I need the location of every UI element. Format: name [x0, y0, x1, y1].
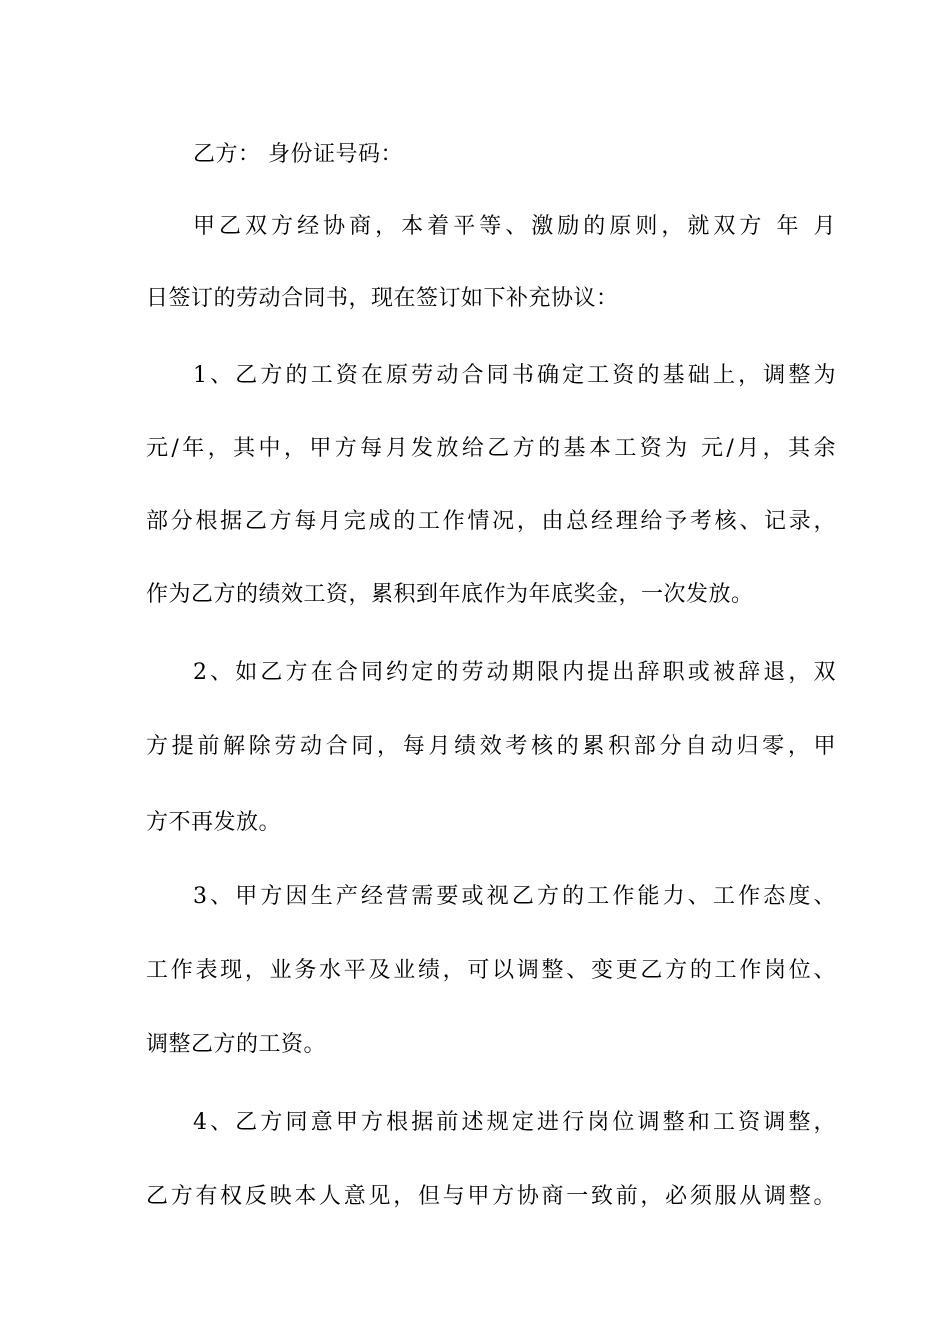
clause-4-line-2: 乙方有权反映本人意见，但与甲方协商一致前，必须服从调整。 [146, 1184, 836, 1209]
party-b-id-line: 乙方： 身份证号码： [193, 142, 403, 167]
paragraph-intro-line-1: 甲乙双方经协商，本着平等、激励的原则，就双方 年 月 [193, 214, 836, 239]
clause-4-line-1: 4、乙方同意甲方根据前述规定进行岗位调整和工资调整， [193, 1110, 836, 1135]
paragraph-intro-line-2: 日签订的劳动合同书，现在签订如下补充协议： [146, 286, 619, 311]
clause-3-line-3: 调整乙方的工资。 [146, 1032, 327, 1057]
clause-1-line-3: 部分根据乙方每月完成的工作情况，由总经理给予考核、记录， [146, 509, 836, 534]
clause-2-line-2: 方提前解除劳动合同，每月绩效考核的累积部分自动归零，甲 [146, 734, 836, 759]
clause-1-line-1: 1、乙方的工资在原劳动合同书确定工资的基础上，调整为 [193, 363, 836, 388]
clause-3-line-2: 工作表现，业务水平及业绩，可以调整、变更乙方的工作岗位、 [146, 958, 836, 983]
clause-2-line-3: 方不再发放。 [146, 810, 282, 835]
clause-1-line-4: 作为乙方的绩效工资，累积到年底作为年底奖金，一次发放。 [146, 582, 754, 607]
clause-2-line-1: 2、如乙方在合同约定的劳动期限内提出辞职或被辞退，双 [193, 660, 836, 685]
clause-3-line-1: 3、甲方因生产经营需要或视乙方的工作能力、工作态度、 [193, 884, 836, 909]
clause-1-line-2: 元/年，其中，甲方每月发放给乙方的基本工资为 元/月，其余 [146, 436, 836, 461]
